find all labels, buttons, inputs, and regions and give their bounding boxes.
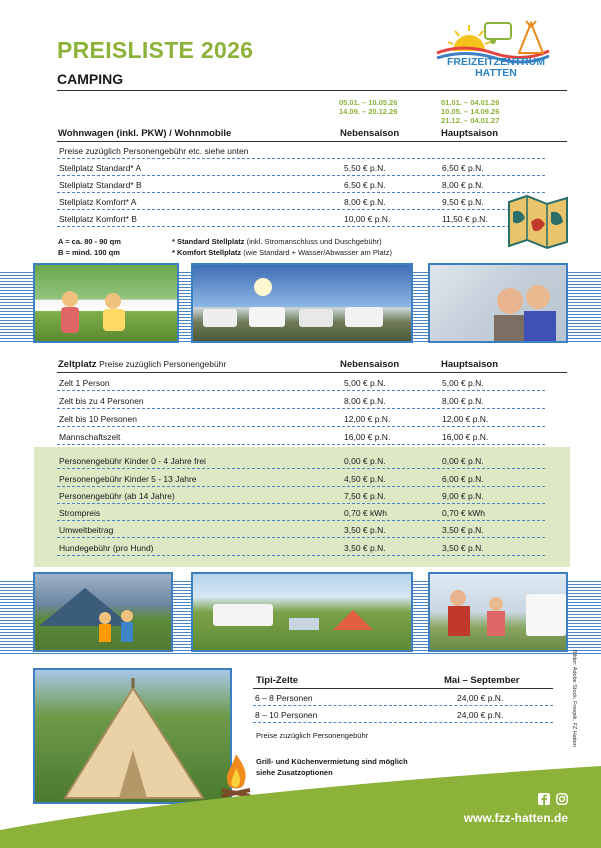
website-link[interactable]: www.fzz-hatten.de [463,811,568,825]
image-credits: Bilder: Adobe Stock, Freepik, FZ Hatten [571,650,577,747]
haupt-date-1: 01.01. – 04.01.26 [441,98,500,107]
zeltplatz-head-rule [57,372,567,373]
row-neben: 12,00 € p.N. [344,414,391,424]
row-neben: 7,50 € p.N. [344,491,386,501]
footer-wave [0,760,601,848]
table-row [57,392,545,409]
wohnwagen-col-neben: Nebensaison [340,128,400,139]
row-haupt: 3,50 € p.N. [442,525,484,535]
zeltplatz-heading [58,359,226,370]
row-haupt: 5,00 € p.N. [442,378,484,388]
row-neben: 0,00 € p.N. [344,456,386,466]
row-price: 24,00 € p.N. [457,710,504,720]
caravan-icon [485,23,511,39]
row-neben: 4,50 € p.N. [344,474,386,484]
haupt-date-2: 10.05. – 14.09.26 [441,107,500,116]
row-neben: 0,70 € kWh [344,508,387,518]
row-haupt: 0,00 € p.N. [442,456,484,466]
row-label: Zelt 1 Person [59,378,110,388]
zeltplatz-note: Preise zuzüglich Personengebühr [99,359,227,369]
row-neben: 16,00 € p.N. [344,432,391,442]
table-row [57,470,545,487]
tipi-note: Preise zuzüglich Personengebühr [256,731,369,740]
row-label: Stellplatz Komfort* B [59,214,137,224]
size-a: A = ca. 80 - 90 qm [58,237,121,246]
facebook-icon[interactable] [538,793,550,805]
row-haupt: 16,00 € p.N. [442,432,489,442]
page-subtitle: CAMPING [57,71,124,87]
logo-text [430,57,562,79]
wohnwagen-heading: Wohnwagen (inkl. PKW) / Wohnmobile [58,128,232,139]
table-row [57,159,545,176]
row-label: Strompreis [59,508,101,518]
table-row [57,410,545,427]
photo-couple [428,263,568,343]
row-haupt: 0,70 € kWh [442,508,485,518]
table-row [57,193,545,210]
row-label: Zelt bis 10 Personen [59,414,137,424]
zeltplatz-col-haupt: Hauptsaison [441,359,499,370]
page-title: PREISLISTE 2026 [57,37,254,63]
table-row [57,428,545,445]
extra-line-1: Grill- und Küchenvermietung sind möglich [256,757,408,766]
table-row [57,176,545,193]
row-label: Personengebühr Kinder 0 - 4 Jahre frei [59,456,206,466]
instagram-icon[interactable] [556,793,568,805]
row-label: Personengebühr Kinder 5 - 13 Jahre [59,474,197,484]
wohnwagen-note-row [57,142,545,159]
row-label: Stellplatz Komfort* A [59,197,137,207]
row-label: Stellplatz Standard* B [59,180,142,190]
row-neben: 5,50 € p.N. [344,163,386,173]
stellplatz-notes [172,236,392,258]
row-label: 8 – 10 Personen [255,710,318,720]
row-neben: 5,00 € p.N. [344,378,386,388]
tipi-col: Mai – September [444,675,520,686]
table-row [57,504,545,521]
row-haupt: 8,00 € p.N. [442,396,484,406]
zeltplatz-title: Zeltplatz [58,359,97,370]
row-neben: 6,50 € p.N. [344,180,386,190]
neben-date-2: 14.09. – 20.12.26 [339,107,398,116]
table-row [253,689,553,706]
table-row [253,706,553,723]
row-neben: 3,50 € p.N. [344,543,386,553]
wohnwagen-col-haupt: Hauptsaison [441,128,499,139]
row-haupt: 8,00 € p.N. [442,180,484,190]
title-divider [57,90,567,91]
row-label: Hundegebühr (pro Hund) [59,543,154,553]
row-label: Mannschaftszelt [59,432,121,442]
size-notes [58,236,121,258]
size-b: B = mind. 100 qm [58,248,120,257]
tipi-heading: Tipi-Zelte [256,675,299,686]
haupt-date-3: 21.12. – 04.01.27 [441,116,500,125]
nebensaison-dates [339,98,397,116]
tent-icon [519,23,543,53]
standard-note-bold: * Standard Stellplatz [172,237,245,246]
table-row [57,487,545,504]
hauptsaison-dates [441,98,499,125]
row-label: Zelt bis zu 4 Personen [59,396,144,406]
komfort-note-text: (wie Standard + Wasser/Abwasser am Platz) [241,248,392,257]
table-row [57,374,545,391]
row-haupt: 9,50 € p.N. [442,197,484,207]
neben-date-1: 05.01. – 10.05.26 [339,98,398,107]
row-label: Umweltbeitrag [59,525,114,535]
row-haupt: 12,00 € p.N. [442,414,489,424]
photo-campsite [191,572,413,652]
row-label: Stellplatz Standard* A [59,163,142,173]
row-haupt: 6,00 € p.N. [442,474,484,484]
zeltplatz-col-neben: Nebensaison [340,359,400,370]
row-neben: 8,00 € p.N. [344,396,386,406]
photo-motorhomes [191,263,413,343]
row-neben: 10,00 € p.N. [344,214,391,224]
row-price: 24,00 € p.N. [457,693,504,703]
logo-line-1: FREIZEITZENTRUM [447,56,545,68]
row-label: Personengebühr (ab 14 Jahre) [59,491,175,501]
row-haupt: 11,50 € p.N. [442,214,488,224]
photo-children-fence [33,263,179,343]
extra-line-2: siehe Zusatzoptionen [256,768,333,777]
table-row [57,452,545,469]
standard-note-text: (inkl. Stromanschluss und Duschgebühr) [244,237,382,246]
table-row [57,521,545,538]
row-neben: 3,50 € p.N. [344,525,386,535]
row-label: 6 – 8 Personen [255,693,313,703]
row-neben: 8,00 € p.N. [344,197,386,207]
wohnwagen-note: Preise zuzüglich Personengebühr etc. siehe unten [59,146,249,156]
row-haupt: 3,50 € p.N. [442,543,484,553]
row-haupt: 9,00 € p.N. [442,491,484,501]
row-haupt: 6,50 € p.N. [442,163,484,173]
photo-family-tent [33,572,173,652]
logo-line-2: HATTEN [475,67,517,79]
map-icon [505,192,571,252]
photo-family-caravan [428,572,568,652]
table-row [57,210,545,227]
komfort-note-bold: * Komfort Stellplatz [172,248,242,257]
table-row [57,539,545,556]
